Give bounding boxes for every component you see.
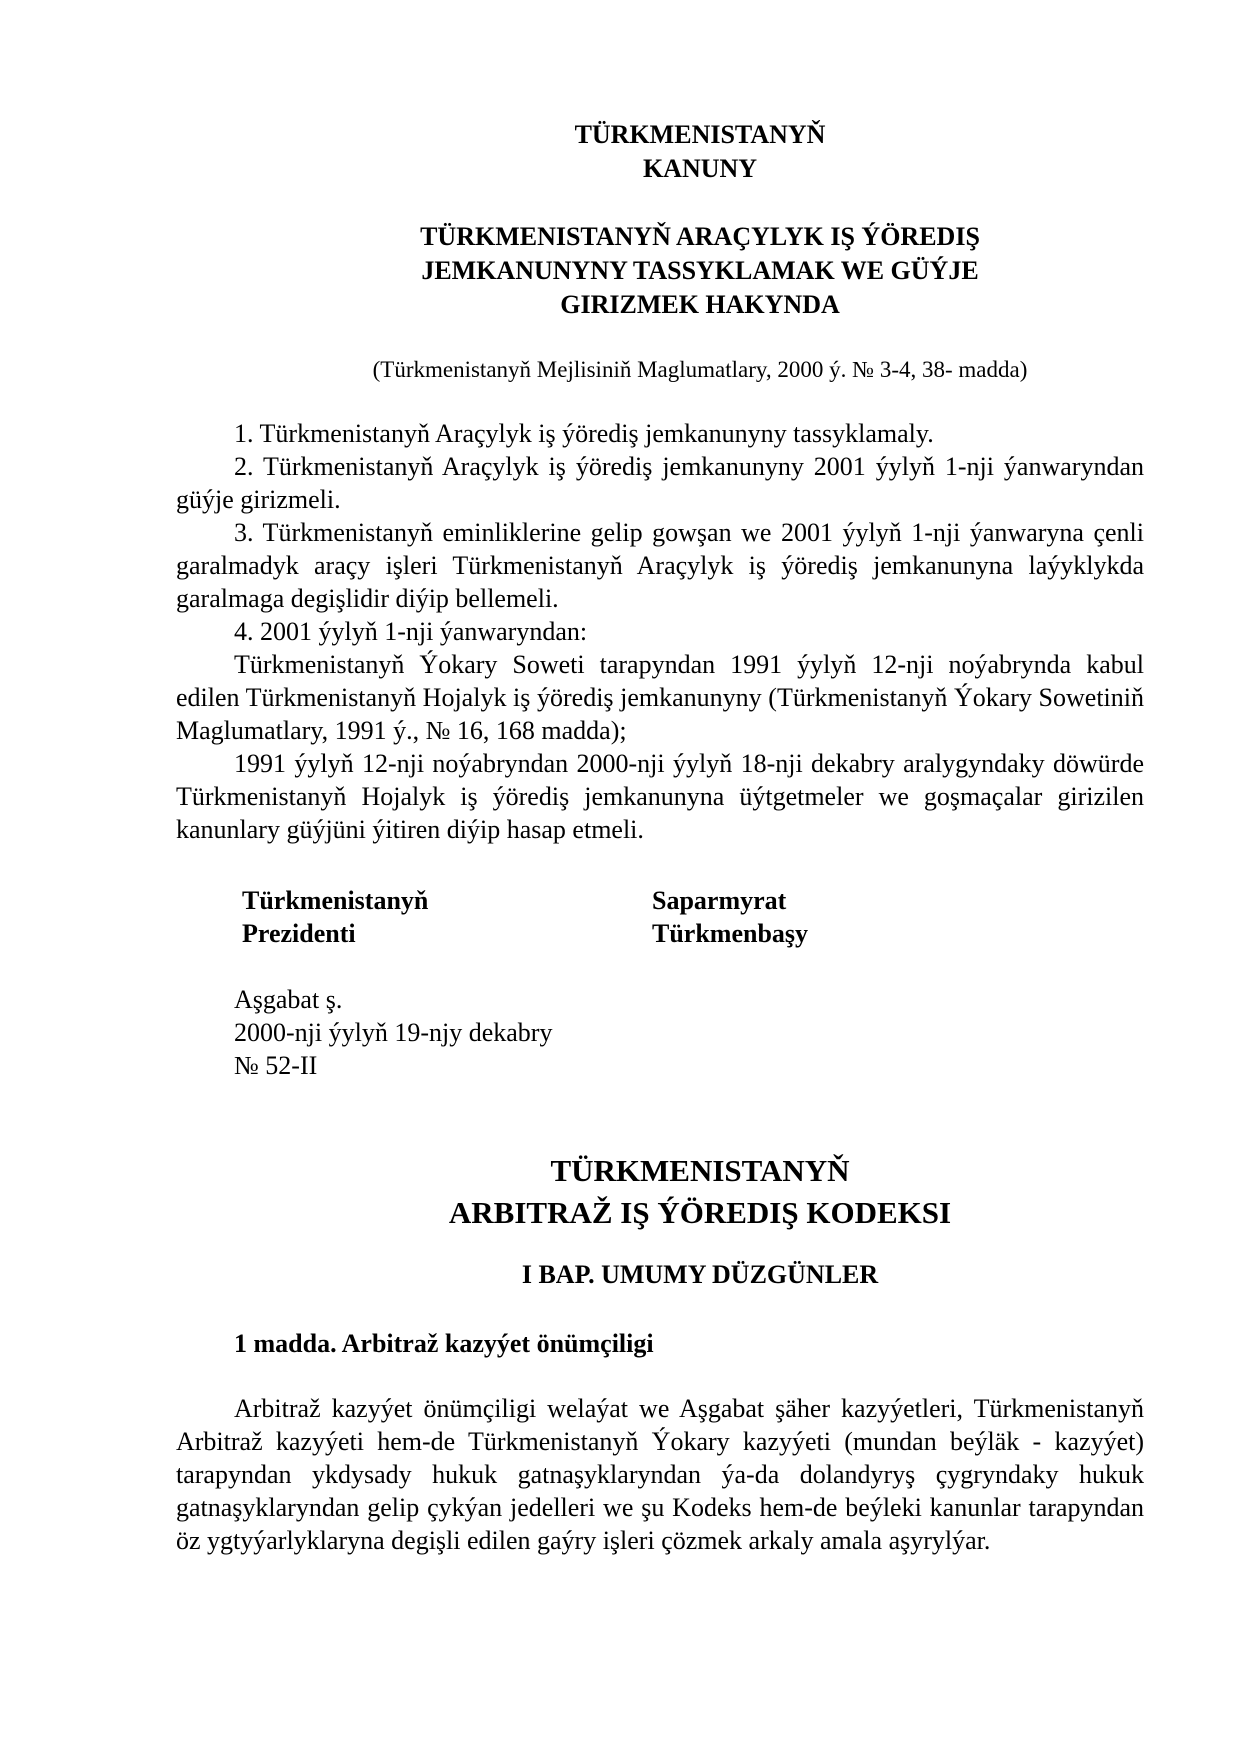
source-note: (Türkmenistanyň Mejlisiniň Maglumatlary, 2000 ý. № 3-4, 38- madda) <box>372 357 1028 382</box>
code-title-line-1: TÜRKMENISTANYŇ <box>550 1153 850 1188</box>
body-paragraph-1: 1. Türkmenistanyň Araçylyk iş ýörediş jemkanunyny tassyklamaly. <box>234 419 934 448</box>
law-header-line-1: TÜRKMENISTANYŇ <box>574 120 826 149</box>
body-paragraph-5: Türkmenistanyň Ýokary Soweti tarapyndan 1991 ýylyň 12-nji noýabrynda kabul edilen Türkmenistanyň Hojalyk iş ýörediş jemkanunyny (Türkmenistanyň Ýokary Sowetiniň Maglumatlary, 1991 ý., № 16, 168 madda); <box>176 650 1144 745</box>
signature-left-line-1: Türkmenistanyň <box>242 886 429 915</box>
article-paragraph: Arbitraž kazyýet önümçiligi welaýat we Aşgabat şäher kazyýetleri, Türkmenistanyň Arbitraž kazyýeti hem-de Türkmenistanyň Ýokary kazyýeti (mundan beýläk - kazyýet) tarapyndan ykdysady hukuk gatnaşyklaryndan ýa-da dolandyryş çygryndaky hukuk gatnaşyklaryndan gelip çykýan jedelleri we şu Kodeks hem-de beýleki kanunlar tarapyndan öz ygtyýarlyklaryna degişli edilen gaýry işleri çözmek arkaly amala aşyrylýar. <box>176 1394 1144 1555</box>
body-paragraph-6: 1991 ýylyň 12-nji noýabryndan 2000-nji ýylyň 18-nji dekabry aralygyndaky döwürde Türkmenistanyň Hojalyk iş ýörediş jemkanunyna üýtgetmeler we goşmaçalar girizilen kanunlary güýjüni ýitiren diýip hasap etmeli. <box>176 749 1144 844</box>
law-title-line-1: TÜRKMENISTANYŇ ARAÇYLYK IŞ ÝÖREDIŞ <box>420 222 980 251</box>
article-body <box>176 1392 1144 1557</box>
article-title: 1 madda. Arbitraž kazyýet önümçiligi <box>234 1329 654 1358</box>
signature-right-line-1: Saparmyrat <box>652 886 787 915</box>
signature-name <box>652 884 808 950</box>
chapter-title: I BAP. UMUMY DÜZGÜNLER <box>521 1260 879 1289</box>
body-paragraph-2: 2. Türkmenistanyň Araçylyk iş ýörediş jemkanunyny 2001 ýylyň 1-nji ýanwaryndan güýje girizmeli. <box>176 452 1144 514</box>
document-number: № 52-II <box>234 1051 318 1080</box>
place-city: Aşgabat ş. <box>234 985 343 1014</box>
body-paragraph-3: 3. Türkmenistanyň eminliklerine gelip gowşan we 2001 ýylyň 1-nji ýanwaryna çenli garalmadyk araçy işleri Türkmenistanyň Araçylyk iş ýörediş jemkanunyna laýyklykda garalmaga degişlidir diýip bellemeli. <box>176 518 1144 613</box>
code-title-line-2: ARBITRAŽ IŞ ÝÖREDIŞ KODEKSI <box>448 1195 952 1230</box>
law-title <box>360 220 1040 322</box>
law-body <box>176 417 1144 846</box>
law-title-line-3: GIRIZMEK HAKYNDA <box>560 290 840 319</box>
law-header <box>360 118 1040 186</box>
signature-right-line-2: Türkmenbaşy <box>652 919 809 948</box>
place-date: 2000-nji ýylyň 19-njy dekabry <box>234 1018 553 1047</box>
place-date-block <box>234 983 552 1082</box>
signature-title <box>242 884 428 950</box>
code-title <box>360 1150 1040 1234</box>
signature-left-line-2: Prezidenti <box>242 919 356 948</box>
law-header-line-2: KANUNY <box>642 154 758 183</box>
law-title-line-2: JEMKANUNYNY TASSYKLAMAK WE GÜÝJE <box>421 256 979 285</box>
body-paragraph-4: 4. 2001 ýylyň 1-nji ýanwaryndan: <box>234 617 588 646</box>
